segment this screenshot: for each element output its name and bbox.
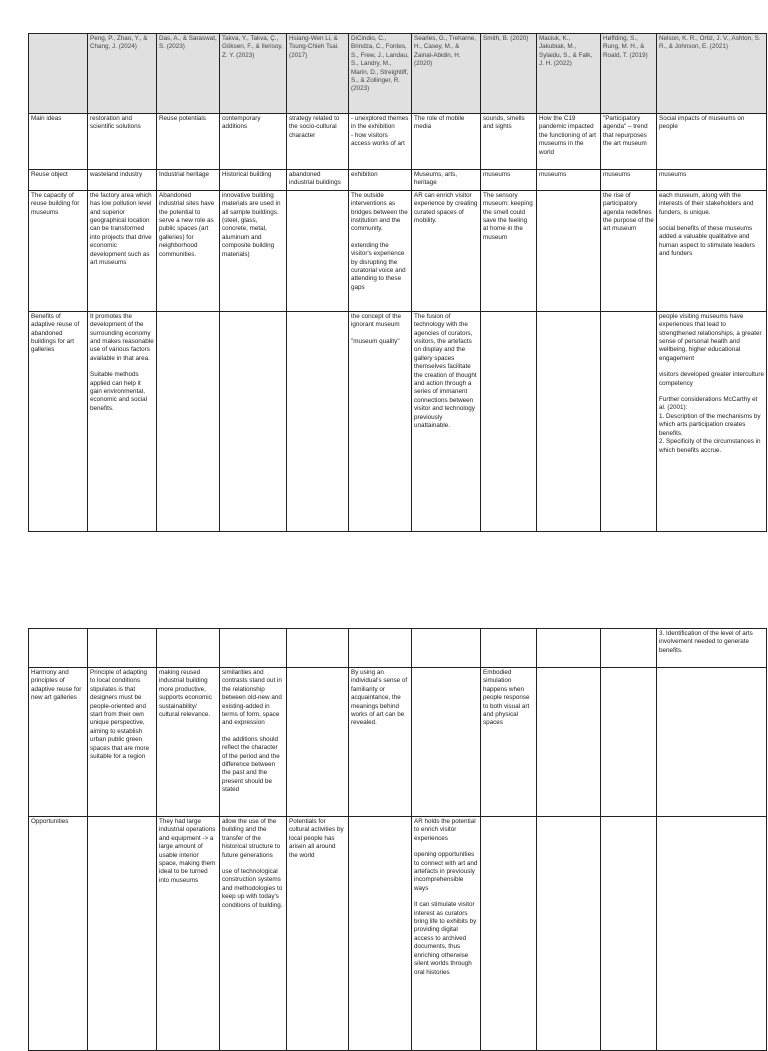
table-cell (287, 170, 349, 191)
table-cell (657, 817, 767, 1051)
table-cell (349, 817, 412, 1051)
column-header-reference: DiCindio, C., Brindza, C., Fontes, S., Frew, J., Landau, S., Landry, M., Marin, D., Streightiff, S., & Zollinger, R. (2023) (349, 34, 412, 114)
column-header-reference: Peng, P., Zhao, Y., & Chang, J. (2024) (88, 34, 157, 114)
table-cell (88, 311, 157, 531)
cell-text: Social impacts of museums on people (659, 115, 745, 131)
cell-text: the additions should reflect the character of the period and the difference between the past and the present should be stated (222, 735, 280, 794)
row-label: Main ideas (29, 114, 88, 170)
cell-text: Museums, arts, heritage (414, 171, 458, 187)
table-cell (412, 311, 481, 531)
column-header-reference: Searles, G., Treharne, H., Casey, M., & Zainal-Abidin, H. (2020) (412, 34, 481, 114)
table-cell (157, 190, 220, 311)
table-cell (157, 668, 220, 817)
cell-text: restoration and scientific solutions (90, 115, 141, 131)
row-label: The capacity of reuse building for museums (29, 190, 88, 311)
table-body (29, 34, 767, 532)
table-cell (657, 668, 767, 817)
table-cell (88, 114, 157, 170)
table-cell (287, 190, 349, 311)
table-cell (657, 629, 767, 668)
cell-text: abandoned industrial buildings (289, 171, 341, 187)
cell-text: innovative building materials are used in all sample buildings. (steel, glass, concrete, metal, aluminum and composite building materials) (222, 191, 281, 258)
column-header-reference: Hsiang-Wen Li, & Tsung-Chieh Tsai. (2017) (287, 34, 349, 114)
cell-text: "museum quality" (351, 337, 400, 345)
cell-text: Further considerations McCarthy et al. (2001): 1. Description of the mechanisms by which arts participation creates benefits. 2. Specificity of the circumstances in which benefits accrue. (659, 396, 761, 454)
cell-text: the concept of the ignorant museum (351, 312, 402, 329)
table-row (29, 190, 767, 311)
cell-text: Suitable methods applied can help it gain environmental, economic and social benefits. (90, 371, 148, 412)
cell-text: strategy related to the socio-cultural character (289, 115, 340, 139)
cell-text: 3. Identification of the level of arts involvement needed to generate benefits. (659, 630, 753, 654)
cell-text: wasteland industry (90, 171, 143, 178)
table-cell (88, 668, 157, 817)
cell-text: The fusion of technology with the agencies of curators, visitors, the artefacts on display and the gallery spaces themselves facilitate the creation of thought and action through a series of immanent connections between visitor and technology previously unattainable. (414, 312, 477, 430)
cell-text: By using an individual's sense of familiarity or acquaintance, the meanings behind works of art can be revealed. (351, 669, 408, 727)
table-cell (287, 817, 349, 1051)
row-label: Opportunities (29, 817, 88, 1051)
table-row (29, 817, 767, 1051)
cell-text: Industrial heritage (159, 171, 210, 178)
table-cell (220, 114, 287, 170)
column-header-reference: Maciuk, K., Jakubiak, M., Sylaidu, S., & Falk, J. H. (2022) (537, 34, 601, 114)
table-body (29, 629, 767, 1051)
table-row (29, 629, 767, 668)
cell-text: museums (539, 171, 567, 178)
table-cell (287, 114, 349, 170)
header-row (29, 34, 767, 114)
table-cell (88, 629, 157, 668)
table-cell (220, 629, 287, 668)
cell-text: social benefits of these museums added a valuable qualitative and human aspect to stimulate leaders and funders (659, 225, 755, 258)
table-cell (349, 170, 412, 191)
literature-table-part-1 (28, 33, 767, 532)
table-row (29, 668, 767, 817)
cell-text: Principle of adapting to local conditions stipulates is that designers must be people-oriented and start from their own unique perspective, aiming to establish urban public green spaces that are more suitable for a region (90, 669, 150, 761)
cell-text: Abandoned industrial sites have the potential to serve a new role as public spaces (art galleries) for neighborhood communities. (159, 191, 215, 258)
table-cell (537, 114, 601, 170)
table-cell (88, 817, 157, 1051)
table-cell (657, 170, 767, 191)
table-cell (220, 170, 287, 191)
table-cell (481, 114, 537, 170)
cell-text: the rise of participatory agenda redefines the purpose of the art museum (603, 191, 654, 233)
cell-text: exhibition (351, 171, 378, 178)
table-cell (412, 817, 481, 1051)
cell-text: Reuse potentials (159, 115, 206, 122)
table-cell (657, 311, 767, 531)
table-cell (537, 170, 601, 191)
table-cell (601, 170, 657, 191)
table-cell (601, 311, 657, 531)
table-cell (537, 311, 601, 531)
table-cell (601, 629, 657, 668)
cell-text: It can stimulate visitor interest as curators bring life to exhibits by providing digital access to archived documents, thus enriching otherwise silent worlds through oral histories (414, 901, 477, 976)
table-cell (412, 190, 481, 311)
cell-text: each museum, along with the interests of their stakeholders and funders, is unique. (659, 191, 754, 216)
cell-text: visitors developed greater interculture competency (659, 371, 765, 387)
table-cell (412, 114, 481, 170)
table-cell (481, 170, 537, 191)
cell-text: The outside interventions as bridges between the institution and the community. (351, 191, 408, 233)
table-cell (220, 311, 287, 531)
cell-text: contemporary additions (222, 115, 261, 131)
table-cell (157, 311, 220, 531)
cell-text: the factory area which has low pollution level and superior geographical location can be transformed into projects that drive economic development such as art museums (90, 191, 152, 267)
header-corner-cell (29, 34, 88, 114)
column-header-reference: Høffding, S., Rung, M. H., & Roald, T. (2019) (601, 34, 657, 114)
table-cell (220, 190, 287, 311)
table-cell (481, 311, 537, 531)
cell-text: making reused industrial building more productive, supports economic sustainability/ cultural relevance. (159, 669, 212, 719)
table-cell (657, 190, 767, 311)
cell-text: Potentials for cultural activities by local people has arisen all around the world (289, 818, 344, 859)
cell-text: It promotes the development of the surrounding economy and makes reasonable use of various factors available in that area. (90, 312, 154, 362)
table-cell (287, 311, 349, 531)
cell-text: museums (483, 171, 511, 178)
table-cell (657, 114, 767, 170)
column-header-reference: Das, A., & Saraswat, S. (2023) (157, 34, 220, 114)
table-cell (481, 190, 537, 311)
table-row (29, 170, 767, 191)
cell-text: - unexplored themes in the exhibition - how visitors access works of art (351, 115, 409, 148)
table-cell (349, 311, 412, 531)
cell-text: "Participatory agenda" – trend that repurposes the art museum (603, 115, 648, 148)
table-cell (220, 817, 287, 1051)
table-cell (287, 629, 349, 668)
cell-text: people visiting museums have experiences that lead to strengthened relationships, a greater sense of personal health and wellbeing, higher educational engagement (659, 312, 762, 362)
cell-text: extending the visitor's experience by disrupting the curatorial voice and attending to these gaps (351, 241, 406, 291)
cell-text: AR can enrich visitor experience by creating curated spaces of mobility. (414, 191, 478, 225)
table-cell (349, 668, 412, 817)
table-cell (481, 668, 537, 817)
table-cell (157, 629, 220, 668)
table-cell (601, 817, 657, 1051)
row-label: Benefits of adaptive reuse of abandoned buildings for art galleries (29, 311, 88, 531)
cell-text: museums (659, 171, 687, 178)
cell-text: The role of mobile media (414, 115, 465, 131)
table-cell (157, 817, 220, 1051)
table-cell (537, 817, 601, 1051)
cell-text: The sensory museum: keeping the smell could save the feeling at home in the museum (483, 191, 533, 241)
table-cell (537, 190, 601, 311)
cell-text: allow the use of the building and the transfer of the historical structure to future generations (222, 818, 281, 859)
table-cell (349, 629, 412, 668)
cell-text: How the C19 pandemic impacted the functioning of art museums in the world (539, 115, 597, 156)
cell-text: use of technological construction systems and methodologies to keep up with today's conditions of building. (222, 868, 283, 909)
row-label: Reuse object (29, 170, 88, 191)
table-cell (481, 817, 537, 1051)
table-cell (157, 114, 220, 170)
cell-text: similarities and contrasts stand out in the relationship between old-new and existing-added in terms of form, space and expression (222, 669, 282, 727)
table-cell (349, 190, 412, 311)
table-cell (601, 668, 657, 817)
table-cell (412, 668, 481, 817)
table-row (29, 114, 767, 170)
column-header-reference: Nelson, K. R., Ortiz, J. V., Ashton, S. R., & Johnson, E. (2021) (657, 34, 767, 114)
cell-text: museums (603, 171, 631, 178)
table-cell (481, 629, 537, 668)
table-cell (601, 114, 657, 170)
row-label (29, 629, 88, 668)
table-cell (157, 170, 220, 191)
table-cell (412, 629, 481, 668)
table-cell (287, 668, 349, 817)
table-cell (88, 170, 157, 191)
table-cell (601, 190, 657, 311)
table-cell (349, 114, 412, 170)
table-cell (412, 170, 481, 191)
table-cell (220, 668, 287, 817)
cell-text: They had large industrial operations and equipment -> a large amount of usable interior space, making them ideal to be turned into museums (159, 818, 216, 884)
table-cell (537, 629, 601, 668)
literature-table-part-2 (28, 628, 767, 1051)
row-label: Harmony and principles of adaptive reuse for new art galleries (29, 668, 88, 817)
table-row (29, 311, 767, 531)
cell-text: opening opportunities to connect with art and artefacts in previously incomprehensible ways (414, 851, 478, 892)
table-cell (88, 190, 157, 311)
cell-text: AR holds the potential to enrich visitor experiences (414, 818, 476, 842)
cell-text: Historical building (222, 171, 272, 178)
column-header-reference: Smith, B. (2020) (481, 34, 537, 114)
column-header-reference: Takva, Y., Takva, Ç., Göksen, F., & Ilerisoy, Z. Y. (2023) (220, 34, 287, 114)
table-cell (537, 668, 601, 817)
cell-text: sounds, smells and sights (483, 115, 525, 131)
cell-text: Embodied simulation happens when people response to both visual art and physical spaces (483, 669, 530, 727)
